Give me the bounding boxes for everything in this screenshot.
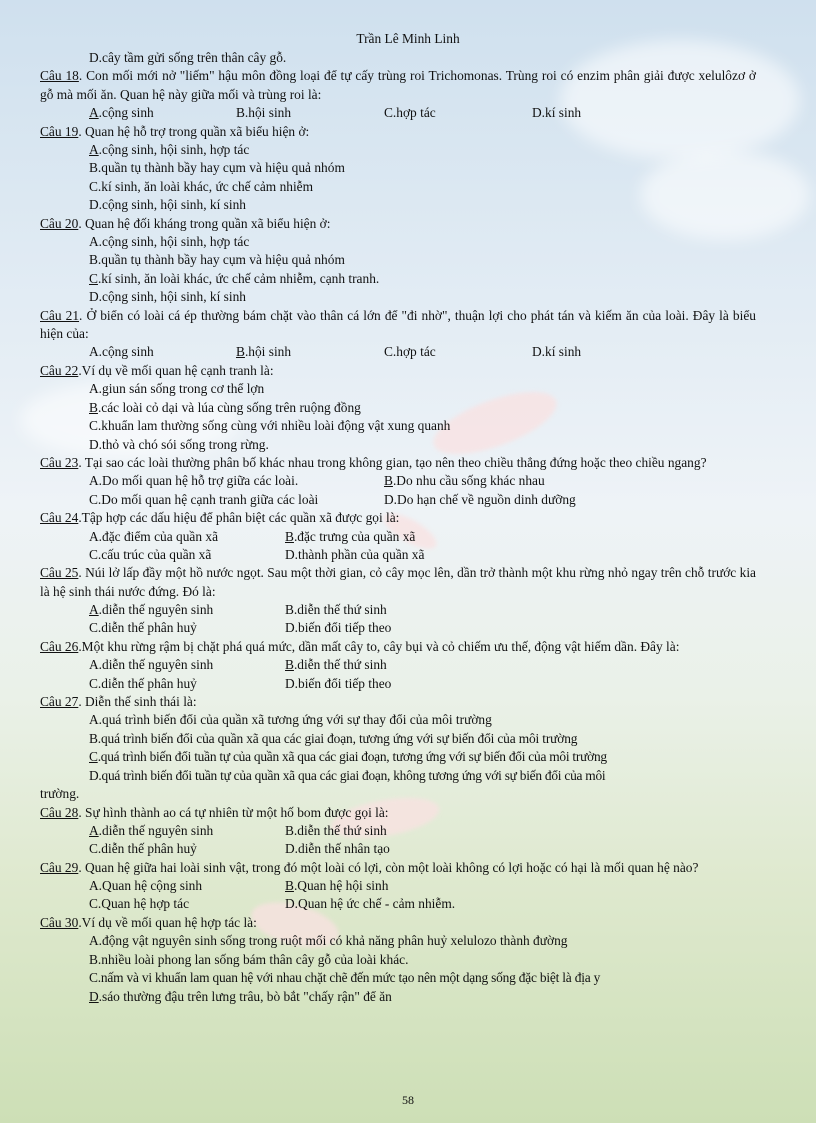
option-b: B.Do nhu cầu sống khác nhau: [384, 473, 545, 489]
question-28: [40, 804, 756, 822]
options-row: [40, 472, 756, 490]
question-label: Câu 22: [40, 362, 79, 378]
option-b: B.quá trình biến đổi của quần xã qua các giai đoạn, tương ứng với sự biến đổi của môi trường: [89, 730, 578, 746]
option-a: A.đặc điểm của quần xã: [89, 528, 219, 544]
option-a: A.diễn thế nguyên sinh: [89, 822, 214, 838]
option-a: A.Quan hệ cộng sinh: [89, 878, 203, 894]
option-b: B.các loài cỏ dại và lúa cùng sống trên ruộng đồng: [89, 399, 361, 415]
question-20: [40, 215, 756, 233]
option-a: A.cộng sinh, hội sinh, hợp tác: [89, 142, 250, 158]
answer-mark: D: [89, 988, 99, 1004]
question-30: [40, 914, 756, 932]
prev-question-option-d: D.cây tầm gửi sống trên thân cây gỗ.: [89, 50, 287, 65]
option-b: B.hội sinh: [236, 344, 292, 360]
option-b: B.quần tụ thành bầy hay cụm và hiệu quả nhóm: [89, 252, 345, 268]
option-c: C.hợp tác: [384, 344, 436, 360]
question-text: .Ví dụ về mối quan hệ hợp tác là:: [78, 914, 257, 930]
option-d: D.biến đổi tiếp theo: [285, 675, 392, 691]
option-b: B.đặc trưng của quần xã: [285, 528, 416, 544]
option-c: C.Quan hệ hợp tác: [89, 896, 190, 912]
question-25: [40, 564, 756, 601]
option-d: D.Quan hệ ức chế - cảm nhiễm.: [285, 896, 456, 912]
answer-mark: A: [89, 142, 99, 158]
question-label: Câu 21: [40, 307, 80, 323]
question-22: [40, 362, 756, 380]
question-label: Câu 20: [40, 215, 79, 231]
option-a: A.cộng sinh: [89, 344, 154, 360]
question-text: . Quan hệ đối kháng trong quần xã biểu hiện ở:: [78, 215, 331, 231]
options-row: [40, 619, 756, 637]
question-label: Câu 27: [40, 694, 79, 710]
question-label: Câu 25: [40, 565, 79, 581]
option-b: B.quần tụ thành bầy hay cụm và hiệu quả nhóm: [89, 160, 345, 176]
option-c: C.cấu trúc của quần xã: [89, 546, 212, 562]
question-text: . Sự hình thành ao cá tự nhiên từ một hố bom được gọi là:: [78, 804, 389, 820]
question-text: .Một khu rừng rậm bị chặt phá quá mức, dần mất cây to, cây bụi và cỏ chiếm ưu thế, động vật hiếm dần. Đây là:: [78, 638, 680, 654]
option-d: D.biến đổi tiếp theo: [285, 620, 392, 636]
options-row: [40, 104, 756, 122]
page-number: 58: [402, 1093, 414, 1107]
answer-mark: B: [285, 878, 294, 894]
option-a: A.giun sán sống trong cơ thể lợn: [89, 381, 265, 397]
option-d: D.kí sinh: [532, 105, 582, 121]
option-b: B.nhiều loài phong lan sống bám thân cây gỗ của loài khác.: [89, 951, 409, 967]
question-label: Câu 24: [40, 510, 79, 526]
question-text: .Ví dụ về mối quan hệ cạnh tranh là:: [78, 362, 274, 378]
question-label: Câu 28: [40, 804, 79, 820]
question-label: Câu 29: [40, 859, 79, 875]
option-c: C.diễn thế phân huỷ: [89, 841, 197, 857]
question-text: . Núi lở lấp đầy một hồ nước ngọt. Sau một thời gian, cỏ cây mọc lên, dần trở thành một khu rừng nhỏ ngay trên chỗ trước kia là hệ sinh thái nước đứng. Đó là:: [40, 565, 756, 599]
options-row: [40, 877, 756, 895]
answer-mark: A: [89, 822, 99, 838]
page-header-author: Trần Lê Minh Linh: [356, 31, 460, 46]
option-d: D.diễn thế nhân tạo: [285, 841, 390, 857]
question-29: [40, 859, 756, 877]
option-b: B.diễn thế thứ sinh: [285, 657, 387, 673]
options-row: [40, 656, 756, 674]
option-d: D.quá trình biến đổi tuần tự của quần xã qua các giai đoạn, không tương ứng với sự biến đổi của môi: [89, 767, 606, 783]
options-row: [40, 528, 756, 546]
options-row: [40, 491, 756, 509]
option-b: B.diễn thế thứ sinh: [285, 602, 387, 618]
option-d: D.thành phần của quần xã: [285, 546, 425, 562]
question-23: [40, 454, 756, 472]
option-c: C.quá trình biến đổi tuần tự của quần xã qua các giai đoạn, tương ứng với sự biến đổi của môi trường: [89, 749, 607, 765]
question-18: [40, 67, 756, 104]
question-text: . Ở biển có loài cá ép thường bám chặt vào thân cá lớn để "đi nhờ", thuận lợi cho phát tán và kiếm ăn của loài. Đây là biểu hiện của:: [40, 307, 756, 342]
option-a: A.diễn thế nguyên sinh: [89, 602, 214, 618]
question-label: Câu 26: [40, 638, 79, 654]
option-d: D.thỏ và chó sói sống trong rừng.: [89, 436, 269, 452]
question-27: [40, 693, 756, 711]
answer-mark: B: [285, 657, 294, 673]
question-19: [40, 123, 756, 141]
option-a: A.quá trình biến đổi của quần xã tương ứng với sự thay đổi của môi trường: [89, 712, 492, 728]
answer-mark: B: [236, 344, 245, 360]
option-c: C.khuẩn lam thường sống cùng với nhiều loài động vật xung quanh: [89, 418, 451, 434]
question-26: [40, 638, 756, 656]
options-row: [40, 343, 756, 361]
option-c: C.diễn thế phân huỷ: [89, 620, 197, 636]
question-label: Câu 23: [40, 454, 79, 470]
question-label: Câu 19: [40, 123, 79, 139]
question-24: [40, 509, 756, 527]
option-b: B.diễn thế thứ sinh: [285, 822, 387, 838]
question-text: . Tại sao các loài thường phân bố khác nhau trong không gian, tạo nên theo chiều thẳng đứng hoặc theo chiều ngang?: [78, 454, 707, 470]
option-c: C.nấm và vi khuẩn lam quan hệ với nhau chặt chẽ đến mức tạo nên một dạng sống đặc biệt là địa y: [89, 970, 601, 986]
option-d: D.kí sinh: [532, 344, 582, 360]
answer-mark: B: [285, 528, 294, 544]
question-text: . Con mối mới nở "liếm" hậu môn đồng loại để tự cấy trùng roi Trichomonas. Trùng roi có enzim phân giải được xelulôzơ ở gỗ mà mối ăn. Quan hệ này giữa mối và trùng roi là:: [40, 68, 756, 102]
question-text: . Diễn thế sinh thái là:: [78, 694, 197, 710]
option-c: C.diễn thế phân huỷ: [89, 675, 197, 691]
question-list: [40, 49, 756, 1006]
question-label: Câu 30: [40, 914, 79, 930]
option-c: C.kí sinh, ăn loài khác, ức chế cảm nhiễm: [89, 178, 314, 194]
option-d-continued: trường.: [40, 786, 80, 802]
option-a: A.động vật nguyên sinh sống trong ruột mối có khả năng phân huỷ xelulozo thành đường: [89, 933, 568, 949]
options-row: [40, 601, 756, 619]
question-21: [40, 307, 756, 344]
answer-mark: A: [89, 105, 99, 121]
question-label: Câu 18: [40, 68, 79, 84]
option-a: A.Do mối quan hệ hỗ trợ giữa các loài.: [89, 473, 299, 489]
option-b: B.Quan hệ hội sinh: [285, 878, 389, 894]
answer-mark: C: [89, 270, 98, 286]
option-a: A.diễn thế nguyên sinh: [89, 657, 214, 673]
option-d: D.sáo thường đậu trên lưng trâu, bò bắt "chấy rận" để ăn: [89, 988, 392, 1004]
answer-mark: B: [89, 399, 98, 415]
options-row: [40, 675, 756, 693]
option-a: A.cộng sinh, hội sinh, hợp tác: [89, 234, 250, 250]
question-text: . Quan hệ hỗ trợ trong quần xã biểu hiện ở:: [78, 123, 310, 139]
option-c: C.kí sinh, ăn loài khác, ức chế cảm nhiễm, cạnh tranh.: [89, 270, 380, 286]
question-text: .Tập hợp các dấu hiệu để phân biệt các quần xã được gọi là:: [78, 510, 400, 526]
option-b: B.hội sinh: [236, 105, 292, 121]
answer-mark: C: [89, 749, 98, 765]
option-d: D.cộng sinh, hội sinh, kí sinh: [89, 289, 246, 305]
options-row: [40, 895, 756, 913]
options-row: [40, 546, 756, 564]
options-row: [40, 840, 756, 858]
option-a: A.cộng sinh: [89, 105, 154, 121]
question-text: . Quan hệ giữa hai loài sinh vật, trong đó một loài có lợi, còn một loài không có lợi hoặc có hại là mối quan hệ nào?: [78, 859, 699, 875]
answer-mark: B: [384, 473, 393, 489]
option-d: D.Do hạn chế về nguồn dinh dưỡng: [384, 491, 576, 507]
answer-mark: A: [89, 602, 99, 618]
option-c: C.Do mối quan hệ cạnh tranh giữa các loài: [89, 491, 319, 507]
option-d: D.cộng sinh, hội sinh, kí sinh: [89, 197, 246, 213]
options-row: [40, 822, 756, 840]
option-c: C.hợp tác: [384, 105, 436, 121]
